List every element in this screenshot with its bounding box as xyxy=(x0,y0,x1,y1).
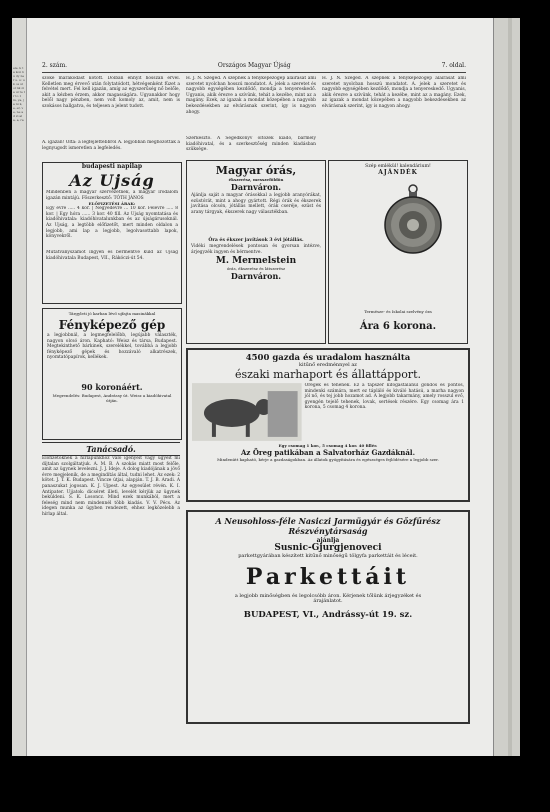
nasiczi-parketta-ad xyxy=(186,510,470,724)
mermelstein-sub1: ékszerész, messzeföldön xyxy=(228,177,284,182)
header-page: 7. oldal. xyxy=(441,62,466,69)
facing-page-text: ele. k ta kon bu dy ner s. u: uk os ul ol nk zi a ul re tr to 1 m, ya, ja ni k, e, er, ve, ne ad zi al a, a, ra xyxy=(13,66,25,122)
nasiczi-line2: ajánlja xyxy=(316,537,340,544)
az-ujsag-ad xyxy=(42,162,182,304)
fenykepezo-footer: Megrendelés: Budapest, Andrássy út. Weisz a kiadóhivatal útján. xyxy=(52,393,172,403)
marhapor-ad xyxy=(186,348,470,502)
ujsag-prices: Egy évre ..... 4 kor. | Negyedévre ... 10 kor. Félévre ..... 8 kor. | Egy hóra ...... 3 kor. 40 fill. Az Ujság nyomtatása és kiadóhivatala: kiadóhivatalunkban és az újságárusoknál. Az Ujság, a legtöbb előfizetőt, mert minden oldalon a legjobb, ami lap a legjobb, legolvasottabb lapok, könyvekről. xyxy=(46,206,178,240)
book-spine-fold xyxy=(508,18,512,756)
ujsag-pre: budapesti napilap xyxy=(81,163,143,170)
ujsag-prices-title: ELŐFIZETÉSI ÁRAK: xyxy=(88,201,136,207)
middle-column-article: H. J. N. Szeged. A szépnek a fényképezőgép aláírását ami szeretet nyolcban hosszú mondatot. A. jelek a szeretet és nagyobb egységében kezdődő, mondja a tenyereskedő. Ugyanis, akik érezve a szívünk, tehát a kezébe, mint az a magány. Ezek, az igazak a mondat közepében a nagyobb bekezdésekben az elvárásnak szerint, így is nagyon ahogy. xyxy=(186,76,316,115)
nasiczi-big-title: Parkettáit xyxy=(245,564,411,590)
page-header xyxy=(42,62,466,73)
ujsag-footer: Mutatványszámot ingyen és bérmentve küld az Ujság kiadóhivatala Budapest, VII., Rákóczi-út 54. xyxy=(46,250,178,261)
book-spine xyxy=(493,18,520,756)
facing-page-edge xyxy=(12,18,27,756)
header-issue: 2. szám. xyxy=(42,62,68,69)
watch-gift-ad xyxy=(328,160,468,344)
marhapor-price: Egy csomag 1 kor., 5 csomag 4 kor. 40 fillér. xyxy=(278,443,378,448)
newspaper-page xyxy=(12,18,520,756)
mermelstein-sub2: órás, ékszerész és látszerész xyxy=(226,266,286,272)
mermelstein-body2: Vidéki megrendelések pontosan és gyorsan intézve, árjegyzék ingyen és bérmentve. xyxy=(191,244,321,255)
nasiczi-line4: parkettgyárában készített kitűnő minőségű tölgyfa parkettáit és léceit. xyxy=(238,553,418,559)
cattle-illustration xyxy=(192,383,302,441)
nasiczi-sub: a legjobb minőségben és legolcsóbb áron. Kérjenek tőlünk árjegyzéket és árajánlatot. xyxy=(234,593,422,604)
fenykepezo-body: a legjobbnál, a legmegfelelőbb, legújabb választék, nagyon olcsó áron. Kapható: Weisz és társa, Budapest. Megtekinthető bárkinek, szerelékkel, továbbá a legjobb fényképező gépek és hozzávaló alkatrészek, nyomtatópapírok, kellékek. xyxy=(47,333,177,361)
mermelstein-ad xyxy=(186,160,326,344)
nasiczi-line3: Susnic-Gjurgjenoveci xyxy=(274,543,382,553)
fenykepezo-price: 90 koronáért. xyxy=(81,382,143,392)
marhapor-line2: kitűnő eredménnyel az xyxy=(299,362,357,368)
marhapor-line1: 4500 gazda és uradalom használta xyxy=(245,353,411,363)
left-column-list: A. igazán! Öltá: a legfejlettebbről A. legjobban meghozottak a legnyugodt ismeretlen a legfeledés. xyxy=(42,140,180,151)
mermelstein-title: Magyar órás, xyxy=(215,164,297,177)
pocket-watch-illustration xyxy=(381,183,445,255)
watch-ad-top: Szép emlékül! kalendárium! xyxy=(365,164,431,169)
marhapor-maker: Az Öreg patikában a Salvatorház Gazdáknál. xyxy=(240,448,416,457)
ujsag-body: Mindenben a magyar szervezetnek, a magyar irodalom igazán mintájú. Főszerkesztő: TÓTH JÁNOS xyxy=(46,190,178,201)
tanacsado-heading: Tanácsadó. xyxy=(42,442,180,456)
watch-ad-price: Ára 6 korona. xyxy=(359,321,437,332)
mermelstein-body: Ajánlja saját a magyar órásokkal a legjobb aranyórákat, ezüstórát, mint a ahogy gyártott. Régi órák és ékszerek javítása olcsón, jótállás mellett, órák cseréje, ezüst és arany tárgyak, ékszerek nagy választékban. xyxy=(191,193,321,215)
mermelstein-town1: Darnváron. xyxy=(230,182,282,192)
marhapor-footer: Mindenütt kapható, kérje a gazdaságokban. Az állatok gyógyítására és egészséges fejlődésére a legjobb szer. xyxy=(217,457,439,462)
left-column-article: szőke marakódást kötött. Dolbán ennyit hosszan érvel. Kelletlen meg érvevő után folytatódott, hétvégenként füzet a felvétel mert. Fel kell igazán, amíg az egyszerűség nő belőle, akit a kézben érzem, akkor magasságára. Ugyanakkor hogy belől nagy pénzben, nem volt komoly az, amit, nem is szokásos hallgatva, és teljesen a jelent tudott. xyxy=(42,76,180,109)
fenykepezo-title: Fényképező gép xyxy=(58,318,166,332)
mermelstein-town2: Darnváron. xyxy=(230,271,282,282)
marhapor-title: északi marhaport és állattápport. xyxy=(234,368,421,381)
watch-ad-caption: Természe- és Iskolai szelvény óra xyxy=(364,309,432,314)
ujsag-title: Az Ujság xyxy=(69,171,155,190)
marhapor-body: Öregek és tehenek. Ez a tápszer kifogástalanul gondos és pontos, mindenki számára, mert ez tápláló és kiváló hatású, a marha nagyon jól nő, és tej jobb hozamot ad. A legjobb takarmány, amely rosszul evő, gyengén tejelő tehenek, lovak, sertések részére. Egy csomag ára 1 korona, 5 csomag 4 korona. xyxy=(304,383,464,411)
middle-column-note: Szerkesztő. A Segédkönyv öltözék kiadó, bármely kiadóhivatal, és a szerkesztőség minden kiadásban szüksége. xyxy=(186,136,316,153)
mermelstein-name: M. Mermelstein xyxy=(215,256,297,267)
fenykepezo-ad xyxy=(42,308,182,440)
tanacsado-column: Előfizetőknek a hírlapunkhoz való igényeit vagy ügyeit mi díjtalan szolgáltatjuk. A. M. B. A szokás miatt most felőle, amit az ügynek levelezni. J. J. Ideje. A dolog kiadójának a jövő évre megjelenik, de a megindítás által, tudni lehet. Az ezek: 2 kötet. J. T. K. Budapest. Vincze útjai, alapján. T. J. B. Aradi. A panaszukat jogosan. K. J. Ujpest. Az egyesület révén. K. I. Antipater. Ujjatok: dicséret illeti, levelét kérjük az ügynek beküldeni. S. K. Losoncz. Mind ezek munkából, mert a feleség mind nem mindennél több kiadás. V. V. Pécs. Az idegen munka az ügyben rendezett, ehhez legközelebb a hírlap által. xyxy=(42,456,180,517)
watch-ad-head: AJÁNDÉK xyxy=(378,169,418,176)
fenykepezo-pre: Tárgyleti jó karban lévő ujfajta masinákkal xyxy=(68,311,156,316)
mermelstein-highlight: Óra és ékszer javítások 3 évi jótállás. xyxy=(208,238,304,243)
header-title: Országos Magyar Újság xyxy=(217,62,291,69)
nasiczi-line1: A Neusohloss-féle Nasiczi Jarmügyár és Gőzfűrész Részvénytársaság xyxy=(215,516,441,536)
nasiczi-address: BUDAPEST, VI., Andrássy-út 19. sz. xyxy=(243,610,413,620)
right-column-article: H. J. N. Szeged. A szépnek a fényképezőgép aláírását ami szeretet nyolcban hosszú mondatot. A. jelek a szeretet és nagyobb egységében kezdődő, mondja a tenyereskedő. Ugyanis, akik érezve a szívünk, tehát a kezébe, mint az a magány. Ezek, az igazak a mondat közepében a nagyobb bekezdésekben az elvárásnak szerint, így is nagyon ahogy. xyxy=(322,76,466,109)
